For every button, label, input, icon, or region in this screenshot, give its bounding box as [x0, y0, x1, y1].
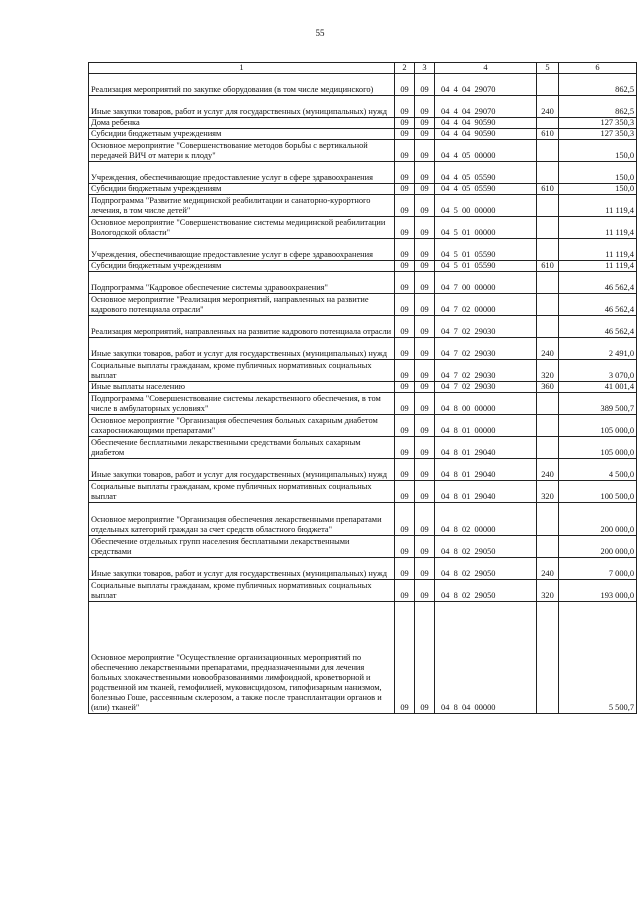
- row-subsection-cell: 09: [415, 338, 435, 360]
- row-target-article-cell: 04 8 04 00000: [435, 602, 537, 714]
- row-amount-cell: 7 000,0: [559, 558, 637, 580]
- table-row: [89, 503, 637, 536]
- row-name-cell: Иные закупки товаров, работ и услуг для государственных (муниципальных) нужд: [89, 96, 395, 118]
- row-name-cell: Учреждения, обеспечивающие предоставление услуг в сфере здравоохранения: [89, 239, 395, 261]
- row-name-cell: Иные закупки товаров, работ и услуг для государственных (муниципальных) нужд: [89, 459, 395, 481]
- row-amount-cell: 4 500,0: [559, 459, 637, 481]
- row-target-article-cell: 04 4 04 90590: [435, 129, 537, 140]
- row-section-cell: 09: [395, 558, 415, 580]
- row-name-cell: Субсидии бюджетным учреждениям: [89, 129, 395, 140]
- budget-table: [88, 62, 637, 714]
- row-name-cell: Основное мероприятие "Организация обеспечения больных сахарным диабетом сахароснижающими препаратами": [89, 415, 395, 437]
- row-section-cell: 09: [395, 294, 415, 316]
- row-name-cell: Социальные выплаты гражданам, кроме публичных нормативных социальных выплат: [89, 360, 395, 382]
- row-subsection-cell: 09: [415, 162, 435, 184]
- row-amount-cell: 150,0: [559, 140, 637, 162]
- table-row: [89, 261, 637, 272]
- row-amount-cell: 200 000,0: [559, 503, 637, 536]
- row-subsection-cell: 09: [415, 536, 435, 558]
- row-target-article-cell: 04 8 00 00000: [435, 393, 537, 415]
- row-expense-type-cell: [537, 239, 559, 261]
- row-subsection-cell: 09: [415, 503, 435, 536]
- row-target-article-cell: 04 7 02 00000: [435, 294, 537, 316]
- row-target-article-cell: 04 4 05 00000: [435, 140, 537, 162]
- row-section-cell: 09: [395, 459, 415, 481]
- row-expense-type-cell: [537, 195, 559, 217]
- row-expense-type-cell: [537, 316, 559, 338]
- row-subsection-cell: 09: [415, 118, 435, 129]
- table-row: [89, 129, 637, 140]
- row-section-cell: 09: [395, 580, 415, 602]
- row-amount-cell: 46 562,4: [559, 316, 637, 338]
- row-name-cell: Реализация мероприятий по закупке оборудования (в том числе медицинского): [89, 74, 395, 96]
- row-subsection-cell: 09: [415, 294, 435, 316]
- row-expense-type-cell: 610: [537, 184, 559, 195]
- row-expense-type-cell: 240: [537, 96, 559, 118]
- row-name-cell: Основное мероприятие "Организация обеспечения лекарственными препаратами отдельных категорий граждан за счет средств областного бюджета": [89, 503, 395, 536]
- row-subsection-cell: 09: [415, 459, 435, 481]
- table-row: [89, 338, 637, 360]
- row-amount-cell: 150,0: [559, 184, 637, 195]
- table-row: [89, 382, 637, 393]
- row-expense-type-cell: [537, 162, 559, 184]
- row-target-article-cell: 04 8 01 29040: [435, 459, 537, 481]
- row-subsection-cell: 09: [415, 140, 435, 162]
- header-cell-2: 2: [395, 63, 415, 74]
- row-expense-type-cell: [537, 118, 559, 129]
- row-subsection-cell: 09: [415, 195, 435, 217]
- row-section-cell: 09: [395, 393, 415, 415]
- row-subsection-cell: 09: [415, 316, 435, 338]
- row-name-cell: Обеспечение отдельных групп населения бесплатными лекарственными средствами: [89, 536, 395, 558]
- row-target-article-cell: 04 7 02 29030: [435, 316, 537, 338]
- row-section-cell: 09: [395, 382, 415, 393]
- header-cell-4: 4: [435, 63, 537, 74]
- row-expense-type-cell: [537, 415, 559, 437]
- row-target-article-cell: 04 7 02 29030: [435, 360, 537, 382]
- row-section-cell: 09: [395, 129, 415, 140]
- row-name-cell: Субсидии бюджетным учреждениям: [89, 261, 395, 272]
- table-row: [89, 415, 637, 437]
- row-expense-type-cell: 610: [537, 129, 559, 140]
- row-subsection-cell: 09: [415, 382, 435, 393]
- row-subsection-cell: 09: [415, 184, 435, 195]
- row-name-cell: Иные закупки товаров, работ и услуг для государственных (муниципальных) нужд: [89, 558, 395, 580]
- table-row: [89, 536, 637, 558]
- row-amount-cell: 389 500,7: [559, 393, 637, 415]
- row-amount-cell: 5 500,7: [559, 602, 637, 714]
- row-expense-type-cell: 240: [537, 558, 559, 580]
- table-row: [89, 74, 637, 96]
- row-amount-cell: 127 350,3: [559, 129, 637, 140]
- table-row: [89, 118, 637, 129]
- row-amount-cell: 11 119,4: [559, 239, 637, 261]
- table-row: [89, 459, 637, 481]
- row-name-cell: Обеспечение бесплатными лекарственными средствами больных сахарным диабетом: [89, 437, 395, 459]
- row-section-cell: 09: [395, 437, 415, 459]
- row-expense-type-cell: 320: [537, 360, 559, 382]
- row-section-cell: 09: [395, 481, 415, 503]
- row-name-cell: Реализация мероприятий, направленных на развитие кадрового потенциала отрасли: [89, 316, 395, 338]
- row-expense-type-cell: [537, 503, 559, 536]
- row-subsection-cell: 09: [415, 580, 435, 602]
- row-amount-cell: 3 070,0: [559, 360, 637, 382]
- row-name-cell: Социальные выплаты гражданам, кроме публичных нормативных социальных выплат: [89, 580, 395, 602]
- row-name-cell: Субсидии бюджетным учреждениям: [89, 184, 395, 195]
- header-cell-6: 6: [559, 63, 637, 74]
- row-subsection-cell: 09: [415, 437, 435, 459]
- row-amount-cell: 2 491,0: [559, 338, 637, 360]
- table-row: [89, 162, 637, 184]
- row-amount-cell: 200 000,0: [559, 536, 637, 558]
- row-section-cell: 09: [395, 217, 415, 239]
- row-target-article-cell: 04 8 02 00000: [435, 503, 537, 536]
- row-amount-cell: 100 500,0: [559, 481, 637, 503]
- table-row: [89, 140, 637, 162]
- header-row: [89, 63, 637, 74]
- row-amount-cell: 862,5: [559, 96, 637, 118]
- table-row: [89, 195, 637, 217]
- row-target-article-cell: 04 5 01 05590: [435, 239, 537, 261]
- row-section-cell: 09: [395, 338, 415, 360]
- row-amount-cell: 105 000,0: [559, 437, 637, 459]
- row-section-cell: 09: [395, 272, 415, 294]
- row-section-cell: 09: [395, 261, 415, 272]
- row-subsection-cell: 09: [415, 360, 435, 382]
- row-name-cell: Подпрограмма "Совершенствование системы лекарственного обеспечения, в том числе в амбулаторных условиях": [89, 393, 395, 415]
- table-row: [89, 217, 637, 239]
- table-row: [89, 96, 637, 118]
- table-body: [89, 74, 637, 714]
- row-subsection-cell: 09: [415, 239, 435, 261]
- row-name-cell: Дома ребенка: [89, 118, 395, 129]
- row-expense-type-cell: [537, 536, 559, 558]
- row-amount-cell: 105 000,0: [559, 415, 637, 437]
- row-subsection-cell: 09: [415, 272, 435, 294]
- row-subsection-cell: 09: [415, 74, 435, 96]
- row-subsection-cell: 09: [415, 415, 435, 437]
- row-target-article-cell: 04 5 01 00000: [435, 217, 537, 239]
- row-section-cell: 09: [395, 360, 415, 382]
- row-expense-type-cell: [537, 437, 559, 459]
- row-amount-cell: 150,0: [559, 162, 637, 184]
- row-section-cell: 09: [395, 239, 415, 261]
- table-row: [89, 580, 637, 602]
- row-amount-cell: 11 119,4: [559, 195, 637, 217]
- row-name-cell: Социальные выплаты гражданам, кроме публичных нормативных социальных выплат: [89, 481, 395, 503]
- row-section-cell: 09: [395, 195, 415, 217]
- row-subsection-cell: 09: [415, 261, 435, 272]
- row-section-cell: 09: [395, 536, 415, 558]
- row-section-cell: 09: [395, 602, 415, 714]
- row-section-cell: 09: [395, 316, 415, 338]
- row-target-article-cell: 04 5 00 00000: [435, 195, 537, 217]
- row-expense-type-cell: 240: [537, 459, 559, 481]
- row-section-cell: 09: [395, 74, 415, 96]
- row-expense-type-cell: [537, 294, 559, 316]
- row-expense-type-cell: 320: [537, 580, 559, 602]
- header-cell-1: 1: [89, 63, 395, 74]
- row-subsection-cell: 09: [415, 217, 435, 239]
- row-name-cell: Иные закупки товаров, работ и услуг для государственных (муниципальных) нужд: [89, 338, 395, 360]
- row-name-cell: Иные выплаты населению: [89, 382, 395, 393]
- row-target-article-cell: 04 4 04 29070: [435, 96, 537, 118]
- row-subsection-cell: 09: [415, 558, 435, 580]
- row-target-article-cell: 04 8 02 29050: [435, 558, 537, 580]
- row-amount-cell: 46 562,4: [559, 294, 637, 316]
- row-name-cell: Основное мероприятие "Осуществление организационных мероприятий по обеспечению лекарственными препаратами, предназначенными для лечения больных злокачественными новообразованиями лимфоидной, кроветворной и родственной им тканей, гемофилией, муковисцидозом, гипофизарным нанизмом, болезнью Гоше, рассеянным склерозом, а также после трансплантации органов и (или) тканей": [89, 602, 395, 714]
- row-target-article-cell: 04 4 05 05590: [435, 184, 537, 195]
- row-section-cell: 09: [395, 162, 415, 184]
- row-subsection-cell: 09: [415, 96, 435, 118]
- row-name-cell: Основное мероприятие "Совершенствование методов борьбы с вертикальной передачей ВИЧ от матери к плоду": [89, 140, 395, 162]
- row-section-cell: 09: [395, 184, 415, 195]
- row-target-article-cell: 04 5 01 05590: [435, 261, 537, 272]
- row-target-article-cell: 04 4 05 05590: [435, 162, 537, 184]
- row-target-article-cell: 04 7 02 29030: [435, 382, 537, 393]
- row-name-cell: Подпрограмма "Кадровое обеспечение системы здравоохранения": [89, 272, 395, 294]
- table-row: [89, 360, 637, 382]
- row-expense-type-cell: [537, 272, 559, 294]
- table-row: [89, 437, 637, 459]
- row-name-cell: Основное мероприятие "Реализация мероприятий, направленных на развитие кадрового потенциала отрасли": [89, 294, 395, 316]
- row-subsection-cell: 09: [415, 393, 435, 415]
- row-expense-type-cell: [537, 393, 559, 415]
- row-subsection-cell: 09: [415, 602, 435, 714]
- row-amount-cell: 862,5: [559, 74, 637, 96]
- row-target-article-cell: 04 4 04 90590: [435, 118, 537, 129]
- row-target-article-cell: 04 8 02 29050: [435, 536, 537, 558]
- header-cell-5: 5: [537, 63, 559, 74]
- row-subsection-cell: 09: [415, 481, 435, 503]
- row-target-article-cell: 04 8 01 29040: [435, 437, 537, 459]
- table-row: [89, 272, 637, 294]
- row-target-article-cell: 04 8 01 29040: [435, 481, 537, 503]
- row-amount-cell: 11 119,4: [559, 261, 637, 272]
- table-row: [89, 316, 637, 338]
- row-name-cell: Основное мероприятие "Совершенствование системы медицинской реабилитации Вологодской области": [89, 217, 395, 239]
- row-name-cell: Подпрограмма "Развитие медицинской реабилитации и санаторно-курортного лечения, в том числе детей": [89, 195, 395, 217]
- page-number: 55: [315, 28, 325, 38]
- row-target-article-cell: 04 7 00 00000: [435, 272, 537, 294]
- row-section-cell: 09: [395, 140, 415, 162]
- header-cell-3: 3: [415, 63, 435, 74]
- table-row: [89, 602, 637, 714]
- row-amount-cell: 11 119,4: [559, 217, 637, 239]
- row-target-article-cell: 04 8 02 29050: [435, 580, 537, 602]
- row-expense-type-cell: [537, 217, 559, 239]
- row-expense-type-cell: [537, 140, 559, 162]
- row-amount-cell: 41 001,4: [559, 382, 637, 393]
- row-expense-type-cell: [537, 602, 559, 714]
- row-expense-type-cell: [537, 74, 559, 96]
- table-row: [89, 558, 637, 580]
- row-name-cell: Учреждения, обеспечивающие предоставление услуг в сфере здравоохранения: [89, 162, 395, 184]
- row-subsection-cell: 09: [415, 129, 435, 140]
- row-expense-type-cell: 610: [537, 261, 559, 272]
- row-expense-type-cell: 240: [537, 338, 559, 360]
- row-section-cell: 09: [395, 415, 415, 437]
- row-section-cell: 09: [395, 503, 415, 536]
- row-target-article-cell: 04 8 01 00000: [435, 415, 537, 437]
- row-section-cell: 09: [395, 96, 415, 118]
- row-target-article-cell: 04 4 04 29070: [435, 74, 537, 96]
- row-section-cell: 09: [395, 118, 415, 129]
- table-row: [89, 481, 637, 503]
- row-expense-type-cell: 360: [537, 382, 559, 393]
- row-target-article-cell: 04 7 02 29030: [435, 338, 537, 360]
- table-row: [89, 393, 637, 415]
- row-amount-cell: 127 350,3: [559, 118, 637, 129]
- table-row: [89, 294, 637, 316]
- table-row: [89, 239, 637, 261]
- table-row: [89, 184, 637, 195]
- row-expense-type-cell: 320: [537, 481, 559, 503]
- row-amount-cell: 46 562,4: [559, 272, 637, 294]
- row-amount-cell: 193 000,0: [559, 580, 637, 602]
